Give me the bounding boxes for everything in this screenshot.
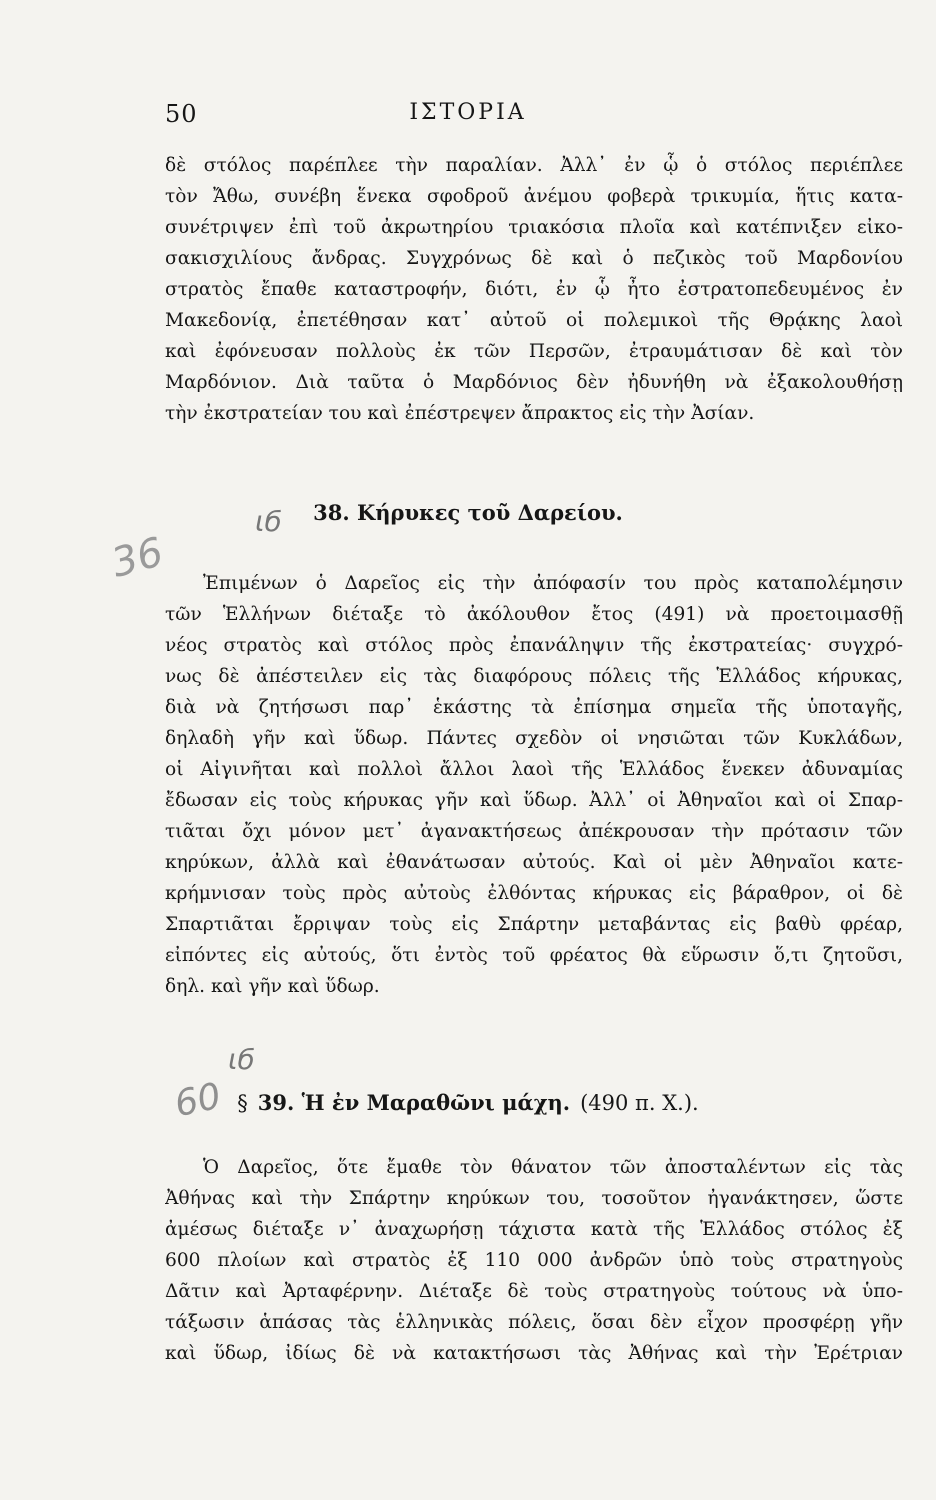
text-line: Δᾶτιν καὶ Ἀρταφέρνην. Διέταξε δὲ τοὺς στρατηγοὺς τούτους νὰ ὑπο- (165, 1281, 903, 1302)
text-line: τιᾶται ὄχι μόνον μετ᾽ ἀγανακτήσεως ἀπέκρουσαν τὴν πρότασιν τῶν (165, 821, 903, 842)
text-line: Μαρδόνιον. Διὰ ταῦτα ὁ Μαρδόνιος δὲν ἠδυνήθη νὰ ἐξακολουθήσῃ (165, 372, 903, 393)
paragraph-1 (165, 150, 903, 429)
text-line: νως δὲ ἀπέστειλεν εἰς τὰς διαφόρους πόλεις τῆς Ἑλλάδος κήρυκας, (165, 666, 903, 687)
text-line: κηρύκων, ἀλλὰ καὶ ἐθανάτωσαν αὐτούς. Καὶ οἱ μὲν Ἀθηναῖοι κατε- (165, 852, 903, 873)
text-line: κρήμνισαν τοὺς πρὸς αὐτοὺς ἐλθόντας κήρυκας εἰς βάραθρον, οἱ δὲ (165, 883, 903, 904)
text-line: Ἐπιμένων ὁ Δαρεῖος εἰς τὴν ἀπόφασίν του πρὸς καταπολέμησιν (203, 573, 903, 594)
text-line: οἱ Αἰγινῆται καὶ πολλοὶ ἄλλοι λαοὶ τῆς Ἑλλάδος ἕνεκεν ἀδυναμίας (165, 759, 903, 780)
text-line: καὶ ἐφόνευσαν πολλοὺς ἐκ τῶν Περσῶν, ἐτραυμάτισαν δὲ καὶ τὸν (165, 341, 903, 362)
pencil-mark: ιб (255, 505, 282, 538)
section-heading-38: 38. Κήρυκες τοῦ Δαρείου. (313, 500, 623, 525)
pencil-mark: ιб (228, 1043, 255, 1076)
text-line: 600 πλοίων καὶ στρατὸς ἐξ 110 000 ἀνδρῶν ὑπὸ τοὺς στρατηγοὺς (165, 1250, 903, 1271)
text-line: Σπαρτιᾶται ἔρριψαν τοὺς εἰς Σπάρτην μεταβάντας εἰς βαθὺ φρέαρ, (165, 914, 903, 935)
margin-note: 60 (171, 1075, 225, 1126)
running-title: ΙΣΤΟΡΙΑ (409, 100, 527, 125)
margin-note: 36 (106, 529, 168, 587)
text-line: Μακεδονίᾳ, ἐπετέθησαν κατ᾽ αὐτοῦ οἱ πολεμικοὶ τῆς Θρᾴκης λαοὶ (165, 310, 903, 331)
text-line: δηλ. καὶ γῆν καὶ ὕδωρ. (165, 976, 380, 997)
text-line: διὰ νὰ ζητήσωσι παρ᾽ ἑκάστης τὰ ἐπίσημα σημεῖα τῆς ὑποταγῆς, (165, 697, 903, 718)
text-line: Ἀθήνας καὶ τὴν Σπάρτην κηρύκων του, τοσοῦτον ἠγανάκτησεν, ὥστε (165, 1188, 903, 1209)
text-line: δὲ στόλος παρέπλεε τὴν παραλίαν. Ἀλλ᾽ ἐν ᾧ ὁ στόλος περιέπλεε (165, 155, 903, 176)
section-sign: § (237, 1091, 248, 1115)
paragraph-3 (165, 1152, 903, 1369)
text-line: τῶν Ἑλλήνων διέταξε τὸ ἀκόλουθον ἔτος (491) νὰ προετοιμασθῇ (165, 604, 903, 625)
text-line: καὶ ὕδωρ, ἰδίως δὲ νὰ κατακτήσωσι τὰς Ἀθήνας καὶ τὴν Ἐρέτριαν (165, 1343, 903, 1364)
text-line: τὴν ἐκστρατείαν του καὶ ἐπέστρεψεν ἄπρακτος εἰς τὴν Ἀσίαν. (165, 403, 755, 424)
text-line: συνέτριψεν ἐπὶ τοῦ ἀκρωτηρίου τριακόσια πλοῖα καὶ κατέπνιξεν εἰκο- (165, 217, 903, 238)
text-line: στρατὸς ἔπαθε καταστροφήν, διότι, ἐν ᾧ ἦτο ἐστρατοπεδευμένος ἐν (165, 279, 903, 300)
section-title: 39. Ἡ ἐν Μαραθῶνι μάχη. (257, 1090, 571, 1115)
text-line: σακισχιλίους ἄνδρας. Συγχρόνως δὲ καὶ ὁ πεζικὸς τοῦ Μαρδονίου (165, 248, 903, 269)
text-line: ἔδωσαν εἰς τοὺς κήρυκας γῆν καὶ ὕδωρ. Ἀλλ᾽ οἱ Ἀθηναῖοι καὶ οἱ Σπαρ- (165, 790, 903, 811)
text-line: Ὁ Δαρεῖος, ὅτε ἔμαθε τὸν θάνατον τῶν ἀποσταλέντων εἰς τὰς (203, 1157, 903, 1178)
text-line: εἰπόντες εἰς αὐτούς, ὅτι ἐντὸς τοῦ φρέατος θὰ εὕρωσιν ὅ,τι ζητοῦσι, (165, 945, 903, 966)
text-line: τάξωσιν ἁπάσας τὰς ἑλληνικὰς πόλεις, ὅσαι δὲν εἶχον προσφέρῃ γῆν (165, 1312, 903, 1333)
section-date: (490 π. Χ.). (580, 1091, 699, 1115)
text-line: νέος στρατὸς καὶ στόλος πρὸς ἐπανάληψιν τῆς ἐκστρατείας· συγχρό- (165, 635, 903, 656)
text-line: δηλαδὴ γῆν καὶ ὕδωρ. Πάντες σχεδὸν οἱ νησιῶται τῶν Κυκλάδων, (165, 728, 903, 749)
paragraph-2 (165, 568, 903, 1002)
text-line: τὸν Ἄθω, συνέβη ἕνεκα σφοδροῦ ἀνέμου φοβερὰ τρικυμία, ἥτις κατα- (165, 186, 903, 207)
section-heading-39 (0, 1090, 936, 1115)
page-number: 50 (165, 100, 198, 128)
text-line: ἀμέσως διέταξε ν᾽ ἀναχωρήσῃ τάχιστα κατὰ τῆς Ἑλλάδος στόλος ἐξ (165, 1219, 903, 1240)
